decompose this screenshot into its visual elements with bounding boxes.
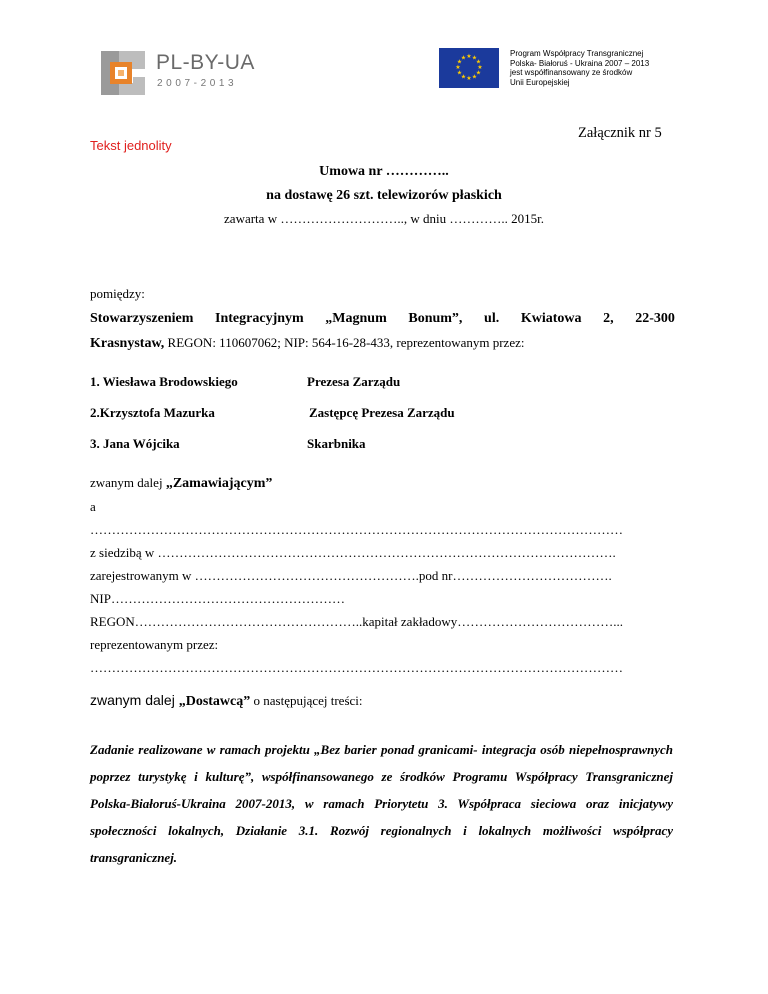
party1-word: Stowarzyszeniem <box>90 311 194 326</box>
supplier-prefix: zwanym dalej <box>90 692 179 708</box>
ordering-party-name: „Zamawiającym” <box>165 476 273 491</box>
supplier-name: „Dostawcą” <box>178 694 251 709</box>
svg-text:★: ★ <box>475 58 482 66</box>
svg-text:★: ★ <box>456 58 463 66</box>
party1-word: 2, <box>603 311 614 326</box>
party1-word: „Magnum <box>325 311 387 326</box>
party1-word: ul. <box>484 311 500 326</box>
eu-text-line: Unii Europejskiej <box>510 77 570 87</box>
party1-city: Krasnystaw, <box>90 336 165 351</box>
supplier-designation <box>90 692 363 710</box>
and-label: a <box>90 499 96 514</box>
svg-text:★: ★ <box>460 73 467 81</box>
supplier-suffix: o następującej treści: <box>250 693 363 708</box>
party1-word: Bonum”, <box>408 311 463 326</box>
svg-text:★: ★ <box>466 53 472 60</box>
contract-subject-title: na dostawę 26 szt. telewizorów płaskich <box>266 188 502 203</box>
eu-flag-icon <box>439 48 499 88</box>
party1-registration: REGON: 110607062; NIP: 564-16-28-433, reprezentowanym przez: <box>164 335 525 350</box>
supplier-represented-label: reprezentowanym przez: <box>90 637 219 652</box>
representative-name: 2.Krzysztofa Mazurka <box>90 405 215 420</box>
annex-number: Załącznik nr 5 <box>578 125 662 141</box>
party1-word: 22-300 <box>635 311 675 326</box>
representative-role: Zastępcę Prezesa Zarządu <box>309 405 455 420</box>
eu-text-line: Program Współpracy Transgranicznej <box>510 49 644 58</box>
eu-text-line: Polska- Białoruś - Ukraina 2007 – 2013 <box>510 58 650 68</box>
logo-name: PL-BY-UA <box>156 51 255 74</box>
party1-word: Kwiatowa <box>520 311 582 326</box>
eu-text-line: jest współfinansowany ze środków <box>510 68 633 77</box>
supplier-nip-field: NIP……………………………………………… <box>90 591 345 606</box>
party1-details <box>90 335 524 352</box>
svg-text:★: ★ <box>477 64 483 71</box>
contract-number-title: Umowa nr ………….. <box>319 164 449 179</box>
supplier-representative-field: …………………………………………………………………………………………………………… <box>90 660 623 675</box>
party1-name-line <box>90 311 675 327</box>
eu-cofinancing-text <box>510 49 710 87</box>
representative-role: Skarbnika <box>307 436 366 451</box>
representative-name: 3. Jana Wójcika <box>90 436 180 451</box>
project-funding-paragraph: Zadanie realizowane w ramach projektu „Bez barier ponad granicami- integracja osób niepełnosprawnych poprzez turystykę i kulturę”, współfinansowanego ze środków Programu Współpracy Transgranicznej Polska-Białoruś-Ukraina 2007-2013, w ramach Priorytetu 3. Współpraca sieciowa oraz inicjatywy społeczności lokalnych, Działanie 3.1. Rozwój regionalnych i lokalnych możliwości współpracy transgranicznej. <box>90 742 673 865</box>
program-logo <box>100 50 260 96</box>
svg-text:★: ★ <box>466 75 472 82</box>
supplier-regon-field: REGON……………………………………………..kapitał zakładowy………………………………... <box>90 614 623 629</box>
party1-word: Integracyjnym <box>215 311 304 326</box>
representative-role: Prezesa Zarządu <box>307 374 401 389</box>
svg-text:★: ★ <box>471 54 478 62</box>
supplier-registration-field: zarejestrowanym w …………………………………………….pod nr………………………………. <box>90 568 612 583</box>
svg-text:★: ★ <box>475 69 482 77</box>
supplier-name-field: …………………………………………………………………………………………………………… <box>90 522 623 537</box>
logo-squares-icon <box>100 50 146 96</box>
svg-text:★: ★ <box>456 69 463 77</box>
svg-text:★: ★ <box>460 54 467 62</box>
svg-text:★: ★ <box>471 73 478 81</box>
logo-years: 2007-2013 <box>157 78 238 89</box>
called-prefix: zwanym dalej <box>90 475 166 490</box>
contract-place-date: zawarta w ……………………….., w dniu ………….. 2015r. <box>224 211 544 226</box>
representative-name: 1. Wiesława Brodowskiego <box>90 374 238 389</box>
svg-text:★: ★ <box>455 64 461 71</box>
consolidated-text-label: Tekst jednolity <box>90 138 172 153</box>
ordering-party-label <box>90 475 272 492</box>
supplier-seat-field: z siedzibą w ……………………………………………………………………………………………. <box>90 545 616 560</box>
between-label: pomiędzy: <box>90 286 145 301</box>
